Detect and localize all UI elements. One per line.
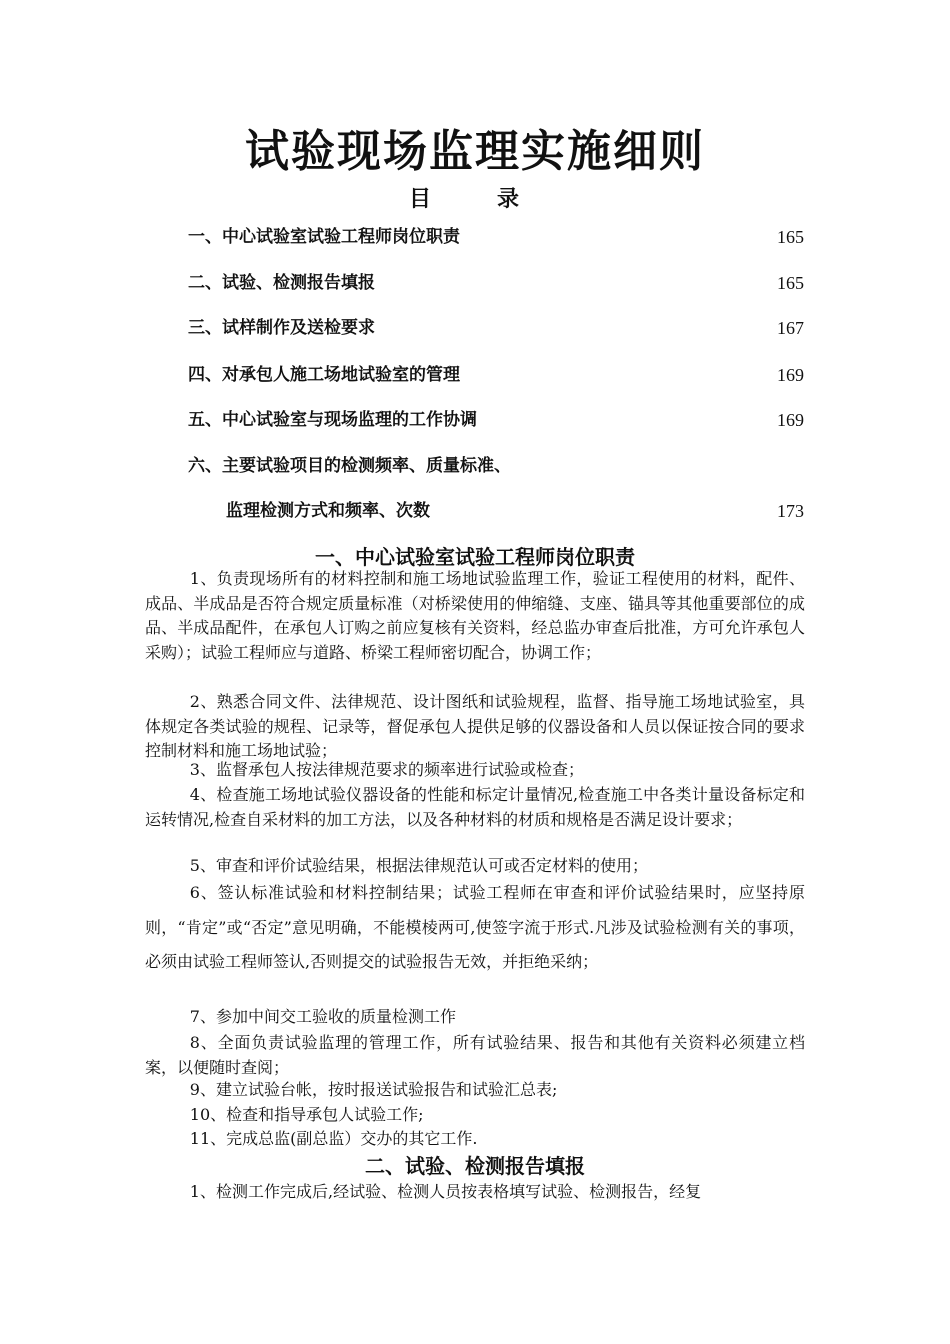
paragraph: 4、检查施工场地试验仪器设备的性能和标定计量情况,检查施工中各类计量设备标定和运转情况,检查自采材料的加工方法，以及各种材料的材质和规格是否满足设计要求； [145, 785, 805, 829]
paragraph: 9、建立试验台帐，按时报送试验报告和试验汇总表; [189, 1080, 558, 1099]
paragraph: 1、检测工作完成后,经试验、检测人员按表格填写试验、检测报告，经复 [189, 1182, 702, 1201]
toc-entry-page: 165 [777, 273, 804, 293]
paragraph: 5、审查和评价试验结果，根据法律规范认可或否定材料的使用； [189, 856, 648, 875]
section-heading: 一、中心试验室试验工程师岗位职责 [315, 545, 635, 569]
paragraph: 3、监督承包人按法律规范要求的频率进行试验或检查； [189, 760, 584, 779]
paragraph: 10、检查和指导承包人试验工作; [189, 1105, 424, 1124]
toc-entry[interactable] [188, 498, 804, 524]
toc-entry[interactable] [188, 407, 804, 433]
paragraph: 2、熟悉合同文件、法律规范、设计图纸和试验规程，监督、指导施工场地试验室，具体规定各类试验的规程、记录等，督促承包人提供足够的仪器设备和人员以保证按合同的要求控制材料和施工场地试验； [145, 692, 805, 760]
toc-entry-page: 169 [777, 365, 804, 385]
document-title: 试验现场监理实施细则 [245, 126, 705, 177]
toc-heading-text: 目 录 [408, 186, 541, 212]
toc-heading [0, 184, 950, 214]
toc-entry-label: 监理检测方式和频率、次数 [226, 501, 430, 521]
toc-entry[interactable] [188, 224, 804, 250]
toc-entry[interactable] [188, 315, 804, 341]
paragraph: 7、参加中间交工验收的质量检测工作 [189, 1007, 456, 1026]
toc-entry-label: 六、主要试验项目的检测频率、质量标准、 [188, 456, 511, 476]
toc-entry-page: 165 [777, 227, 804, 247]
toc-entry[interactable] [188, 270, 804, 296]
paragraph: 8、全面负责试验监理的管理工作，所有试验结果、报告和其他有关资料必须建立档案，以便随时查阅； [145, 1033, 805, 1077]
toc-entry-label: 四、对承包人施工场地试验室的管理 [188, 365, 460, 385]
toc-entry-page: 169 [777, 410, 804, 430]
toc-entry[interactable] [188, 453, 804, 479]
toc-entry-label: 一、中心试验室试验工程师岗位职责 [188, 227, 460, 247]
toc-entry-label: 五、中心试验室与现场监理的工作协调 [188, 410, 477, 430]
toc-entry-page: 173 [777, 501, 804, 521]
toc-entry[interactable] [188, 362, 804, 388]
paragraph: 1、负责现场所有的材料控制和施工场地试验监理工作，验证工程使用的材料，配件、成品、半成品是否符合规定质量标准（对桥梁使用的伸缩缝、支座、锚具等其他重要部位的成品、半成品配件，在承包人订购之前应复核有关资料，经总监办审查后批准，方可允许承包人采购）；试验工程师应与道路、桥梁工程师密切配合，协调工作； [145, 569, 805, 662]
section-heading: 二、试验、检测报告填报 [365, 1154, 585, 1178]
paragraph: 6、签认标准试验和材料控制结果；试验工程师在审查和评价试验结果时，应坚持原则，“肯定”或“否定”意见明确，不能模棱两可,使签字流于形式.凡涉及试验检测有关的事项，必须由试验工程师签认,否则提交的试验报告无效，并拒绝采纳； [145, 883, 805, 971]
toc-entry-label: 三、试样制作及送检要求 [188, 318, 375, 338]
toc-entry-label: 二、试验、检测报告填报 [188, 273, 375, 293]
paragraph: 11、完成总监(副总监）交办的其它工作. [189, 1129, 478, 1148]
toc-entry-page: 167 [777, 318, 804, 338]
